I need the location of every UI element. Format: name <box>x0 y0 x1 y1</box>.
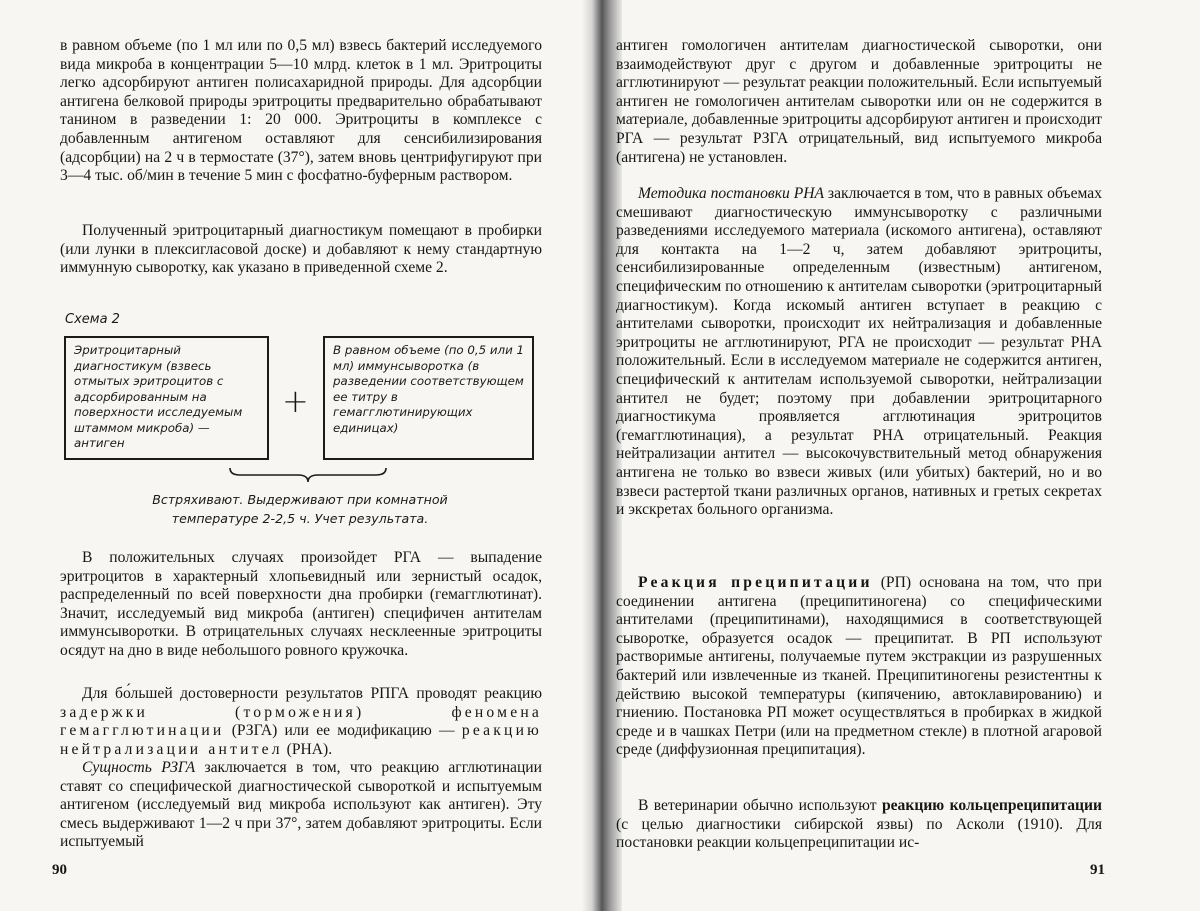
term-rna-method: Методика постановки РНА <box>638 185 825 202</box>
brace-icon <box>228 466 388 484</box>
page-number: 90 <box>52 862 67 878</box>
term-rzga: задержки (торможения) феномена гемагглютинации <box>60 703 542 740</box>
left-page <box>0 0 590 911</box>
paragraph: Для бо́льшей достоверности результатов РПГА проводят реакцию задержки (торможения) феномена гемагглютинации (РЗГА) или ее модификацию — реакцию нейтрализации антител (РНА). <box>60 685 542 758</box>
schema-box-serum: В равном объеме (по 0,5 или 1 мл) иммунсыворотка (в разведении соответствующем ее титру в гемагглютинирующих единицах) <box>323 336 534 460</box>
schema-box-antigen: Эритроцитарный диагностикум (взвесь отмытых эритроцитов с адсорбированным на поверхности исследуемым штаммом микроба) — антиген <box>64 336 269 460</box>
paragraph: В положительных случаях произойдет РГА — выпадение эритроцитов в характерный хлопьевидный или зернистый осадок, распределенный по всей поверхности дна пробирки (гемагглютинат). Значит, исследуемый вид микроба (антиген) специфичен антителам иммунсыворотки. В отрицательных случаях несклеенные эритроциты осядут на дно в виде небольшого ровного кружочка. <box>60 549 542 659</box>
paragraph: Полученный эритроцитарный диагностикум помещают в пробирки (или лунки в плексигласовой доске) и добавляют к нему стандартную иммунную сыворотку, как указано в приведенной схеме 2. <box>60 222 542 277</box>
right-page <box>600 0 1200 911</box>
paragraph: В ветеринарии обычно используют реакцию кольцепреципитации (с целью диагностики сибирской язвы) по Асколи (1910). Для постановки реакции кольцепреципитации ис- <box>616 797 1102 852</box>
paragraph: Методика постановки РНА заключается в том, что в равных объемах смешивают диагностическую иммунсыворотку с различными разведениями исследуемого материала (искомого антигена), оставляют для контакта на 1—2 ч, затем добавляют эритроциты, сенсибилизированные определенным (известным) антигеном, специфическим по отношению к антителам сыворотки (эритроцитарный диагностикум). Когда искомый антиген вступает в реакцию с антителами сыворотки, происходит их нейтрализация и добавленные эритроциты не агглютинируют, РГА не происходит — результат РНА положительный. Если в исследуемом материале не содержится антиген, специфический к антителам используемой сыворотки, нейтрализации антител не будет; поэтому при добавлении эритроцитарного диагностикума проявляется агглютинация эритроцитов (гемагглютинация), а результат РНА отрицательный. Реакция нейтрализации антител — высокочувствительный метод обнаружения антигена не только во взвеси живых (или убитых) бактерий, но и во взвеси растертой ткани различных органов, нативных и гретых секретах и экскретах больного организма. <box>616 185 1102 519</box>
page-number: 91 <box>1090 862 1105 878</box>
schema-caption: Встряхивают. Выдерживают при комнатной температуре 2-2,5 ч. Учет результата. <box>152 492 448 526</box>
term-precipitation: Реакция преципитации <box>638 574 873 591</box>
plus-sign: + <box>282 382 309 420</box>
paragraph: Реакция преципитации (РП) основана на том, что при соединении антигена (преципитиногена) со специфическими антителами (преципитинами), находящимися в соответствующей сыворотке, образуется осадок — преципитат. В РП используют растворимые антигены, получаемые путем экстракции из разрушенных бактерий или извлеченные из тканей. Преципитиногены резистентны к действию высокой температуры (кипячению, автоклавированию) и гниению. Постановка РП может осуществляться в пробирках в жидкой среде и в чашках Петри (или на предметном стекле) в плотной агаровой среде (диффузионная преципитация). <box>616 574 1102 759</box>
paragraph: антиген гомологичен антителам диагностической сыворотки, они взаимодействуют друг с другом и добавленные эритроциты не агглютинируют — результат реакции положительный. Если испытуемый антиген не гомологичен антителам сыворотки или он не содержится в материале, добавленные эритроциты адсорбируют антиген и происходит РГА — результат РЗГА отрицательный, вид испытуемого микроба (антигена) не установлен. <box>616 37 1102 166</box>
term-ring-precipitation: реакцию кольцепреципитации <box>881 797 1102 814</box>
schema-label: Схема 2 <box>65 312 120 327</box>
paragraph: Сущность РЗГА заключается в том, что реакцию агглютинации ставят со специфической диагностической сывороткой и испытуемым антигеном (исследуемый вид микроба используют как антиген). Эту смесь выдерживают 1—2 ч при 37°, затем добавляют эритроциты. Если испытуемый <box>60 759 542 851</box>
paragraph: в равном объеме (по 1 мл или по 0,5 мл) взвесь бактерий исследуемого вида микроба в концентрации 5—10 млрд. клеток в 1 мл. Эритроциты легко адсорбируют антиген полисахаридной природы. Для адсорбции антигена белковой природы эритроциты предварительно обрабатывают танином в разведении 1: 20 000. Эритроциты в комплексе с добавленным антигеном оставляют для сенсибилизирования (адсорбции) на 2 ч в термостате (37°), затем вновь центрифугируют при 3—4 тыс. об/мин в течение 5 мин с фосфатно-буферным раствором. <box>60 37 542 185</box>
term-essence-rzga: Сущность РЗГА <box>82 759 196 776</box>
term-rna: реакцию нейтрализации антител <box>60 722 542 758</box>
